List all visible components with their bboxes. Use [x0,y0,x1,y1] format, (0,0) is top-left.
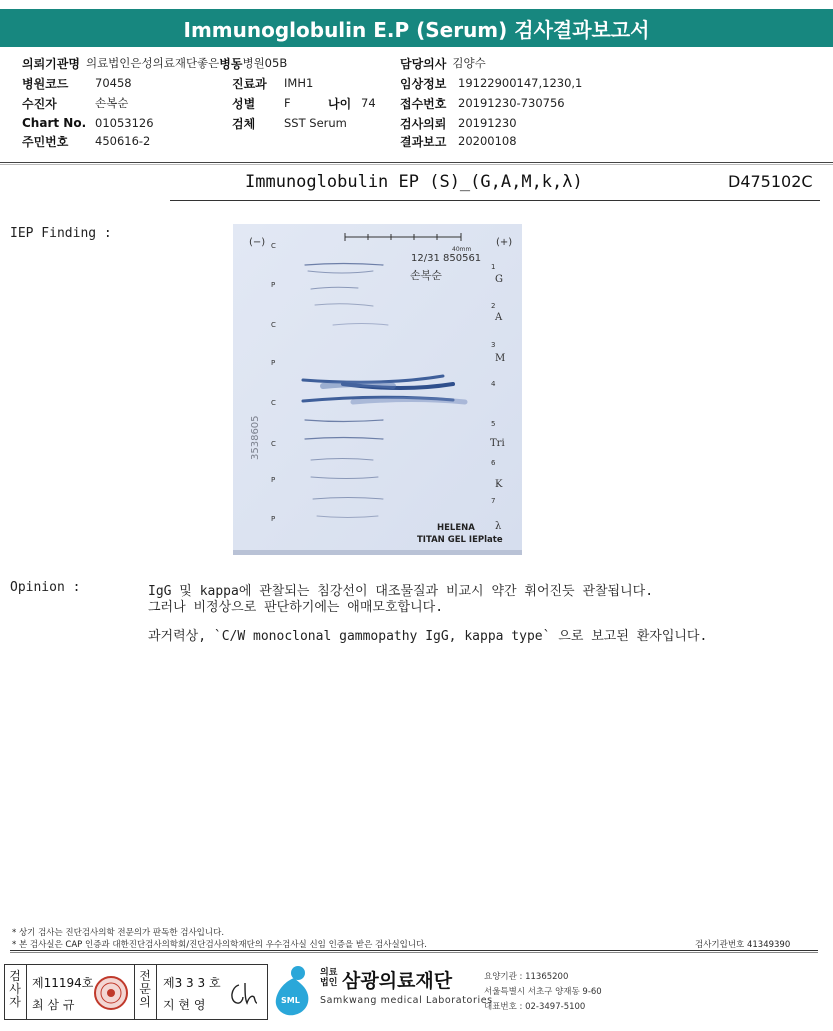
seal-icon [93,975,129,1011]
gel-background [233,224,522,555]
scale-label: 40mm [452,246,472,253]
divider [10,950,818,951]
signature-box [4,964,268,1020]
id-label: 주민번호 [22,134,69,149]
age-label: 나이 [328,96,352,111]
opinion-line-2: 그러나 비정상으로 판단하기에는 애매모호합니다. [148,600,444,615]
well-c-2: C [271,321,276,329]
trough-6: 6 [491,459,496,467]
sex-label: 성별 [232,96,256,111]
id-value: 450616-2 [95,134,151,148]
opinion-label: Opinion : [10,580,81,595]
well-p-1: P [271,281,276,289]
footer-note-2: * 본 검사실은 CAP 인증과 대한진단검사의학회/진단검사의학재단의 우수검사실 신임 인증을 받은 검사실입니다. [12,940,427,950]
well-c-4: C [271,440,276,448]
tester-number: 제11194호 [32,976,94,990]
trough-label-a: A [495,312,503,323]
doctor-name: 지 현 영 [163,998,206,1012]
plus-label: (+) [496,237,513,248]
ward-value: 병원05B [242,56,288,70]
doctor-cell [157,965,268,1019]
corp-name-block [320,968,493,1006]
dept-value: IMH1 [284,76,314,90]
gel-brand: HELENA [437,523,475,533]
request-label: 검사의뢰 [400,116,447,131]
trough-4: 4 [491,380,496,388]
corp-small-1: 의료 [320,968,338,978]
well-c-1: C [271,242,276,250]
well-p-3: P [271,476,276,484]
chart-value: 01053126 [95,116,154,130]
corp-address: 서울특별시 서초구 양재동 9-60 [484,987,602,997]
trough-label-k: K [495,479,503,490]
provider-code: 요양기관 : 11365200 [484,972,569,982]
arc-tri-smear [323,384,393,386]
dept-label: 진료과 [232,76,267,91]
gel-product: TITAN GEL IEPlate [417,535,503,545]
test-code: D475102C [728,172,813,191]
corp-english: Samkwang medical Laboratories [320,995,493,1006]
well-p-2: P [271,359,276,367]
divider [10,952,818,953]
specimen-value: SST Serum [284,116,347,130]
tester-cell [27,965,135,1019]
trough-label-lambda: λ [495,521,502,532]
chart-label: Chart No. [22,116,87,130]
tester-label-cell [5,965,27,1019]
logo-text: SML [281,996,300,1005]
gel-stamp: 12/31 850561 [411,253,482,264]
sex-value: F [284,96,291,110]
well-p-4: P [271,515,276,523]
request-value: 20191230 [458,116,517,130]
clinical-value: 19122900147,1230,1 [458,76,583,90]
gel-patient: 손복순 [410,269,442,282]
corp-phone: 대표번호 : 02-3497-5100 [484,1002,586,1012]
specialist-label: 전문의 [139,969,151,1009]
doctor-label-cell [135,965,157,1019]
signature-icon [225,979,263,1009]
patient-label: 수진자 [22,96,57,111]
opinion-line-1: IgG 및 kappa에 관찰되는 침강선이 대조물질과 비교시 약간 휘어진듯 관찰됩니다. [148,584,654,599]
iep-gel-image [233,224,522,555]
trough-7: 7 [491,497,496,505]
doctor-label: 담당의사 [400,56,447,71]
divider [0,162,833,163]
institution-value: 의료법인은성의료재단좋은 [85,56,220,70]
report-title: Immunoglobulin E.P (Serum) 검사결과보고서 [0,9,833,47]
doctor-value: 김양수 [452,56,486,70]
trough-2: 2 [491,302,496,310]
report-label: 결과보고 [400,134,447,149]
specimen-label: 검체 [232,116,256,131]
gel-side-id: 3538605 [250,415,261,460]
tester-label: 검사자 [9,969,21,1009]
trough-1: 1 [491,263,496,271]
accession-label: 접수번호 [400,96,447,111]
hospital-code-label: 병원코드 [22,76,69,91]
gel-edge [233,550,522,555]
well-c-3: C [271,399,276,407]
arc-tri-smear-2 [353,400,465,403]
institution-label: 의뢰기관명 [22,56,80,71]
trough-5: 5 [491,420,496,428]
clinical-label: 임상정보 [400,76,447,91]
opinion-line-3: 과거력상, `C/W monoclonal gammopathy IgG, kappa type` 으로 보고된 환자입니다. [148,629,708,644]
age-value: 74 [361,96,376,110]
footer-note-1: * 상기 검사는 진단검사의학 전문의가 판독한 검사입니다. [12,928,225,938]
corp-small-2: 법인 [320,978,338,988]
test-name: Immunoglobulin EP (S)_(G,A,M,k,λ) [245,172,583,192]
report-value: 20200108 [458,134,517,148]
trough-label-m: M [495,353,506,364]
patient-info [22,54,833,162]
trough-label-tri: Tri [490,438,505,449]
sml-logo-icon [270,965,314,1019]
patient-value: 손복순 [95,96,129,110]
tester-name: 최 삼 규 [32,998,75,1012]
agency-number: 검사기관번호 41349390 [695,940,791,950]
doctor-number: 제3 3 3 호 [163,976,221,990]
corp-name: 삼광의료재단 [342,970,453,992]
hospital-code-value: 70458 [95,76,132,90]
trough-3: 3 [491,341,496,349]
iep-finding-label: IEP Finding : [10,226,112,241]
ward-label: 병동 [219,56,243,71]
minus-label: (−) [249,237,266,248]
divider [0,164,833,165]
accession-value: 20191230-730756 [458,96,565,110]
trough-label-g: G [495,274,503,285]
divider [170,200,820,201]
